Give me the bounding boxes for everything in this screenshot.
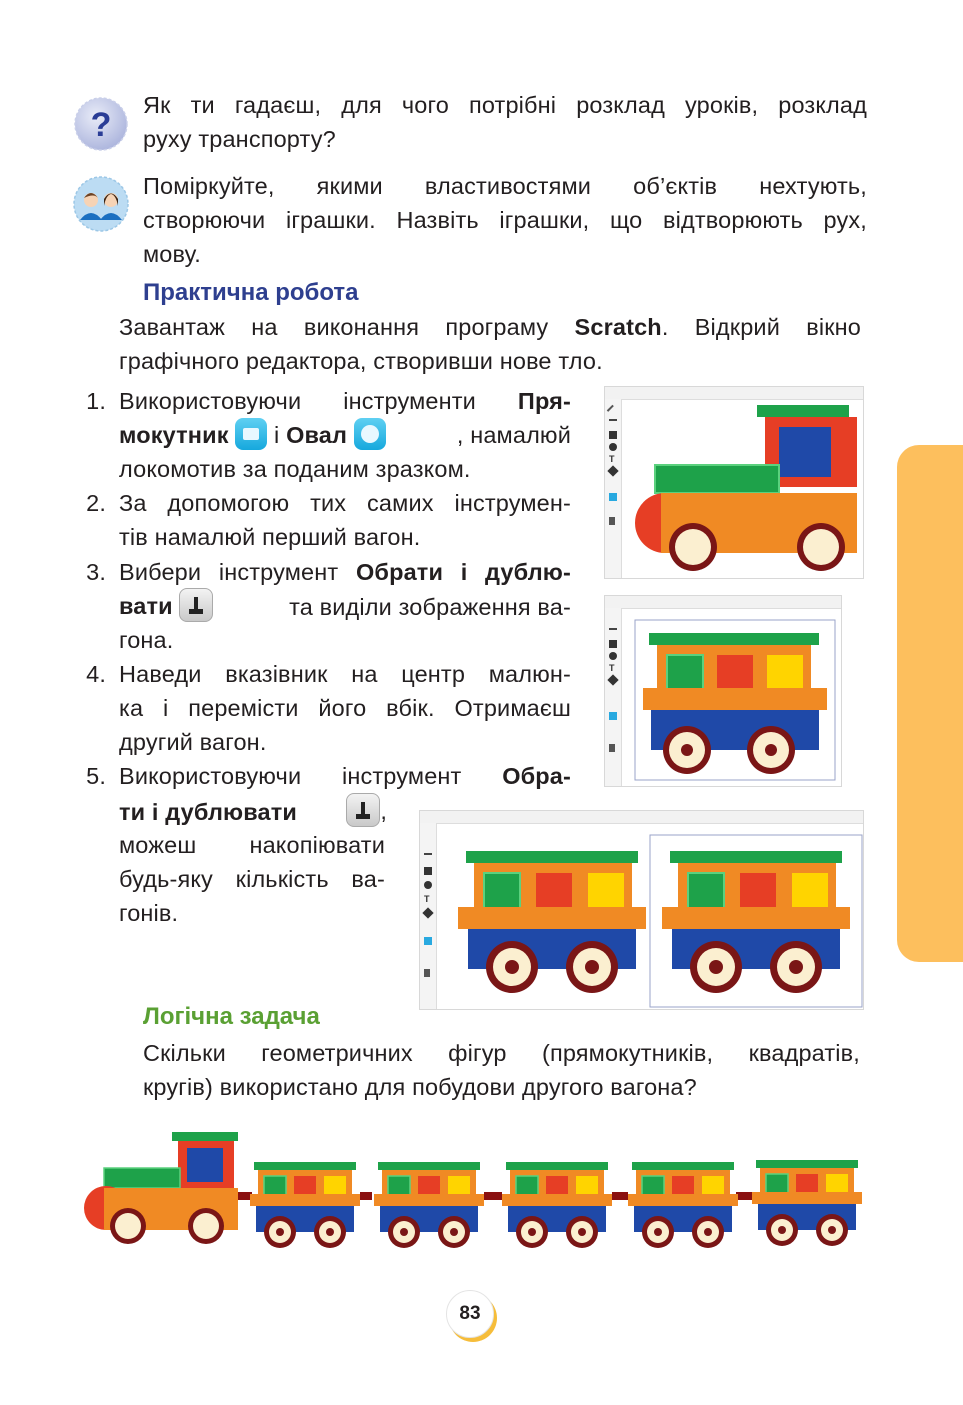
train-wagon xyxy=(628,1162,738,1248)
practical-heading: Практична робота xyxy=(143,279,359,306)
page-number: 83 xyxy=(446,1290,494,1338)
step-5-line-2: ти і дублювати , xyxy=(119,794,387,830)
train-wagon xyxy=(752,1160,862,1246)
step-4-line-3: другий вагон. xyxy=(119,729,267,755)
step-3-line-3: гона. xyxy=(119,627,174,653)
step-3-line-1: Вибери інструмент Обрати і дублю- xyxy=(119,559,571,585)
svg-text:?: ? xyxy=(90,106,112,144)
step-number: 1. xyxy=(86,388,106,414)
train-illustration xyxy=(80,1128,866,1250)
step-number: 3. xyxy=(86,559,106,585)
rectangle-tool-icon xyxy=(235,418,267,450)
step-1-line-3: локомотив за поданим зразком. xyxy=(119,456,471,482)
discuss-line-3: мову. xyxy=(143,241,201,267)
locomotive-drawing xyxy=(621,399,863,578)
step-2-line-1: За допомогою тих самих інструмен- xyxy=(119,490,571,516)
question-line-1: Як ти гадаєш, для чого потрібні розклад уроків, розклад xyxy=(143,92,867,118)
train-locomotive xyxy=(84,1132,238,1244)
step-5-line-5: гонів. xyxy=(119,900,179,926)
step-2-line-2: тів намалюй перший вагон. xyxy=(119,524,421,550)
logic-line-2: кругів) використано для побудови другого вагона? xyxy=(143,1074,697,1100)
step-5-line-1: Використовуючи інструмент Обра- xyxy=(119,763,571,789)
train-wagon xyxy=(250,1162,360,1248)
question-line-2: руху транспорту? xyxy=(143,126,336,152)
discuss-line-1: Поміркуйте, якими властивостями об’єктів нехтують, xyxy=(143,173,867,199)
editor-screenshot-two-wagons: T xyxy=(419,810,864,1010)
editor-screenshot-wagon: T xyxy=(604,595,842,787)
logic-heading: Логічна задача xyxy=(143,1003,320,1030)
step-number: 5. xyxy=(86,763,106,789)
step-5-line-4: будь-яку кількість ва- xyxy=(119,866,385,892)
practical-intro-line-1: Завантаж на виконання програму Scratch. Відкрий вікно xyxy=(119,314,861,340)
step-4-line-1: Наведи вказівник на центр малюн- xyxy=(119,661,571,687)
two-wagons-drawing xyxy=(436,823,863,1009)
side-chapter-tab xyxy=(897,445,963,962)
question-icon xyxy=(73,96,129,152)
step-number: 4. xyxy=(86,661,106,687)
practical-intro-line-2: графічного редактора, створивши нове тло. xyxy=(119,348,603,374)
wagon-drawing xyxy=(621,608,841,786)
train-wagon xyxy=(502,1162,612,1248)
step-3-line-2: вати та виділи зображення ва- xyxy=(119,589,571,625)
logic-line-1: Скільки геометричних фігур (прямокутників, квадратів, xyxy=(143,1040,860,1066)
editor-screenshot-locomotive: T xyxy=(604,386,864,579)
pair-discussion-icon xyxy=(72,176,130,232)
stamp-tool-icon xyxy=(179,588,213,622)
stamp-tool-icon xyxy=(346,793,380,827)
train-wagon xyxy=(374,1162,484,1248)
oval-tool-icon xyxy=(354,418,386,450)
step-1-line-2: мокутник і Овал , намалюй xyxy=(119,418,571,453)
step-4-line-2: ка і перемісти його вбік. Отримаєш xyxy=(119,695,571,721)
discuss-line-2: створюючи іграшки. Назвіть іграшки, що відтворюють рух, xyxy=(143,207,867,233)
step-5-line-3: можеш накопіювати xyxy=(119,832,385,858)
step-number: 2. xyxy=(86,490,106,516)
step-1-line-1: Використовуючи інструменти Пря- xyxy=(119,388,571,414)
